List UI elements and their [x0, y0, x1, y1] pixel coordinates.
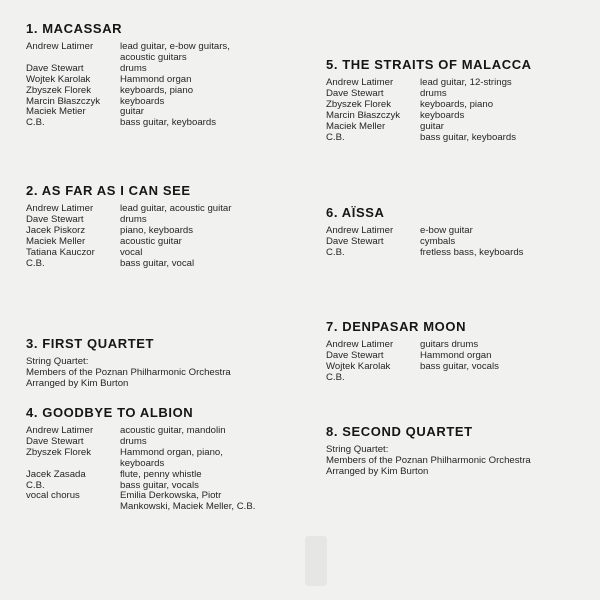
instrument-line: keyboards	[120, 95, 165, 107]
musician-name: Dave Stewart	[26, 213, 84, 225]
track-title: 2. AS FAR AS I CAN SEE	[26, 183, 191, 198]
instrument-line: drums	[120, 435, 147, 447]
musician-name: Andrew Latimer	[326, 339, 394, 350]
credit-row	[26, 118, 296, 129]
track-denpasar-moon	[326, 319, 596, 384]
track-goodbye-to-albion	[26, 405, 296, 513]
note-line: Members of the Poznan Philharmonic Orchestra	[26, 366, 231, 378]
instrument-line: Hammond organ	[120, 73, 192, 85]
instrument-line: bass guitar, vocal	[120, 257, 195, 269]
credit-row	[26, 237, 296, 248]
instrument-line: Emilia Derkowska, Piotr	[120, 490, 222, 502]
musician-name: vocal chorus	[26, 490, 80, 502]
musician-name: Andrew Latimer	[26, 425, 94, 436]
musician-name: Marcin Błaszczyk	[326, 109, 401, 121]
credit-row	[26, 75, 296, 86]
instrument-line: guitar	[420, 120, 444, 132]
track-title: 4. GOODBYE TO ALBION	[26, 405, 194, 420]
musician-name: Jacek Piskorz	[26, 224, 86, 236]
musician-name: Wojtek Karolak	[326, 360, 391, 372]
musician-name: Dave Stewart	[326, 87, 384, 99]
note-line: Mankowski, Maciek Meller, C.B.	[120, 501, 256, 513]
instrument-line: bass guitar, vocals	[420, 360, 499, 372]
credit-row	[326, 133, 596, 144]
instrument-line: guitar	[120, 106, 144, 118]
instrument-line: fretless bass, keyboards	[420, 246, 524, 258]
instrument-line: Hammond organ	[420, 349, 492, 361]
instrument-line: acoustic guitar, mandolin	[120, 425, 226, 436]
instrument-line: drums	[120, 62, 147, 74]
credit-row	[26, 248, 296, 259]
musician-name: Dave Stewart	[26, 62, 84, 74]
track-aissa	[326, 205, 596, 259]
credit-row	[26, 86, 296, 97]
instrument-line: acoustic guitars	[120, 51, 187, 63]
instrument-line: guitars drums	[420, 339, 479, 350]
note-line: Arranged by Kim Burton	[26, 377, 129, 389]
musician-name: Maciek Meller	[326, 120, 386, 132]
musician-name: Tatiana Kauczor	[26, 246, 95, 258]
musician-name: C.B.	[26, 117, 45, 129]
musician-name: Andrew Latimer	[26, 41, 94, 52]
note-line: String Quartet:	[326, 444, 389, 455]
track-title: 1. MACASSAR	[26, 21, 123, 36]
track-second-quartet	[326, 424, 596, 478]
musician-name: Dave Stewart	[326, 235, 384, 247]
faded-mark	[305, 536, 327, 586]
instrument-line: piano, keyboards	[120, 224, 194, 236]
credit-row	[26, 491, 296, 502]
musician-name: Zbyszek Florek	[26, 84, 92, 96]
musician-name: C.B.	[326, 131, 345, 143]
credit-row	[326, 362, 596, 373]
instrument-line: drums	[420, 87, 447, 99]
credit-row	[26, 42, 296, 64]
instrument-line: bass guitar, keyboards	[120, 117, 216, 129]
instrument-line: acoustic guitar	[120, 235, 182, 247]
track-the-straits-of-malacca	[326, 57, 596, 143]
track-title: 3. FIRST QUARTET	[26, 336, 155, 351]
musician-name: C.B.	[326, 371, 345, 383]
musician-name: Zbyszek Florek	[26, 446, 92, 458]
musician-name: C.B.	[26, 479, 45, 491]
instrument-line: keyboards, piano	[120, 84, 194, 96]
musician-name: Jacek Zasada	[26, 468, 86, 480]
instrument-line: keyboards	[120, 457, 165, 469]
musician-name: C.B.	[26, 257, 45, 269]
musician-name: Dave Stewart	[26, 435, 84, 447]
musician-name: Andrew Latimer	[326, 77, 394, 88]
credit-row	[26, 259, 296, 270]
instrument-line: vocal	[120, 246, 143, 258]
musician-name: Maciek Meller	[26, 235, 86, 247]
note-line: Members of the Poznan Philharmonic Orchestra	[326, 454, 531, 466]
instrument-line: Hammond organ, piano,	[120, 446, 223, 458]
instrument-line: flute, penny whistle	[120, 468, 202, 480]
credit-row	[26, 470, 296, 481]
instrument-line: cymbals	[420, 235, 456, 247]
credit-row	[326, 111, 596, 122]
instrument-line: e-bow guitar	[420, 225, 473, 236]
instrument-line: lead guitar, acoustic guitar	[120, 203, 232, 214]
musician-name: Andrew Latimer	[326, 225, 394, 236]
musician-name: Dave Stewart	[326, 349, 384, 361]
instrument-line: keyboards, piano	[420, 98, 494, 110]
musician-name: Marcin Błaszczyk	[26, 95, 101, 107]
track-title: 7. DENPASAR MOON	[326, 319, 467, 334]
credit-row	[326, 122, 596, 133]
track-title: 8. SECOND QUARTET	[326, 424, 473, 439]
musician-name: C.B.	[326, 246, 345, 258]
instrument-line: drums	[120, 213, 147, 225]
credit-row	[326, 373, 596, 384]
instrument-line: bass guitar, vocals	[120, 479, 199, 491]
track-first-quartet	[26, 336, 296, 390]
credit-row	[326, 248, 596, 259]
musician-name: Wojtek Karolak	[26, 73, 91, 85]
instrument-line: keyboards	[420, 109, 465, 121]
note-line: Arranged by Kim Burton	[326, 465, 429, 477]
instrument-line: bass guitar, keyboards	[420, 131, 516, 143]
track-as-far-as-i-can-see	[26, 183, 296, 269]
track-title: 6. AÏSSA	[326, 205, 385, 220]
musician-name: Andrew Latimer	[26, 203, 94, 214]
instrument-line: lead guitar, e-bow guitars,	[120, 41, 230, 52]
instrument-line: lead guitar, 12-strings	[420, 77, 512, 88]
musician-name: Zbyszek Florek	[326, 98, 392, 110]
musician-name: Maciek Metier	[26, 106, 86, 118]
track-title: 5. THE STRAITS OF MALACCA	[326, 57, 532, 72]
track-macassar	[26, 21, 296, 129]
note-line: String Quartet:	[26, 356, 89, 367]
credit-row	[26, 448, 296, 470]
